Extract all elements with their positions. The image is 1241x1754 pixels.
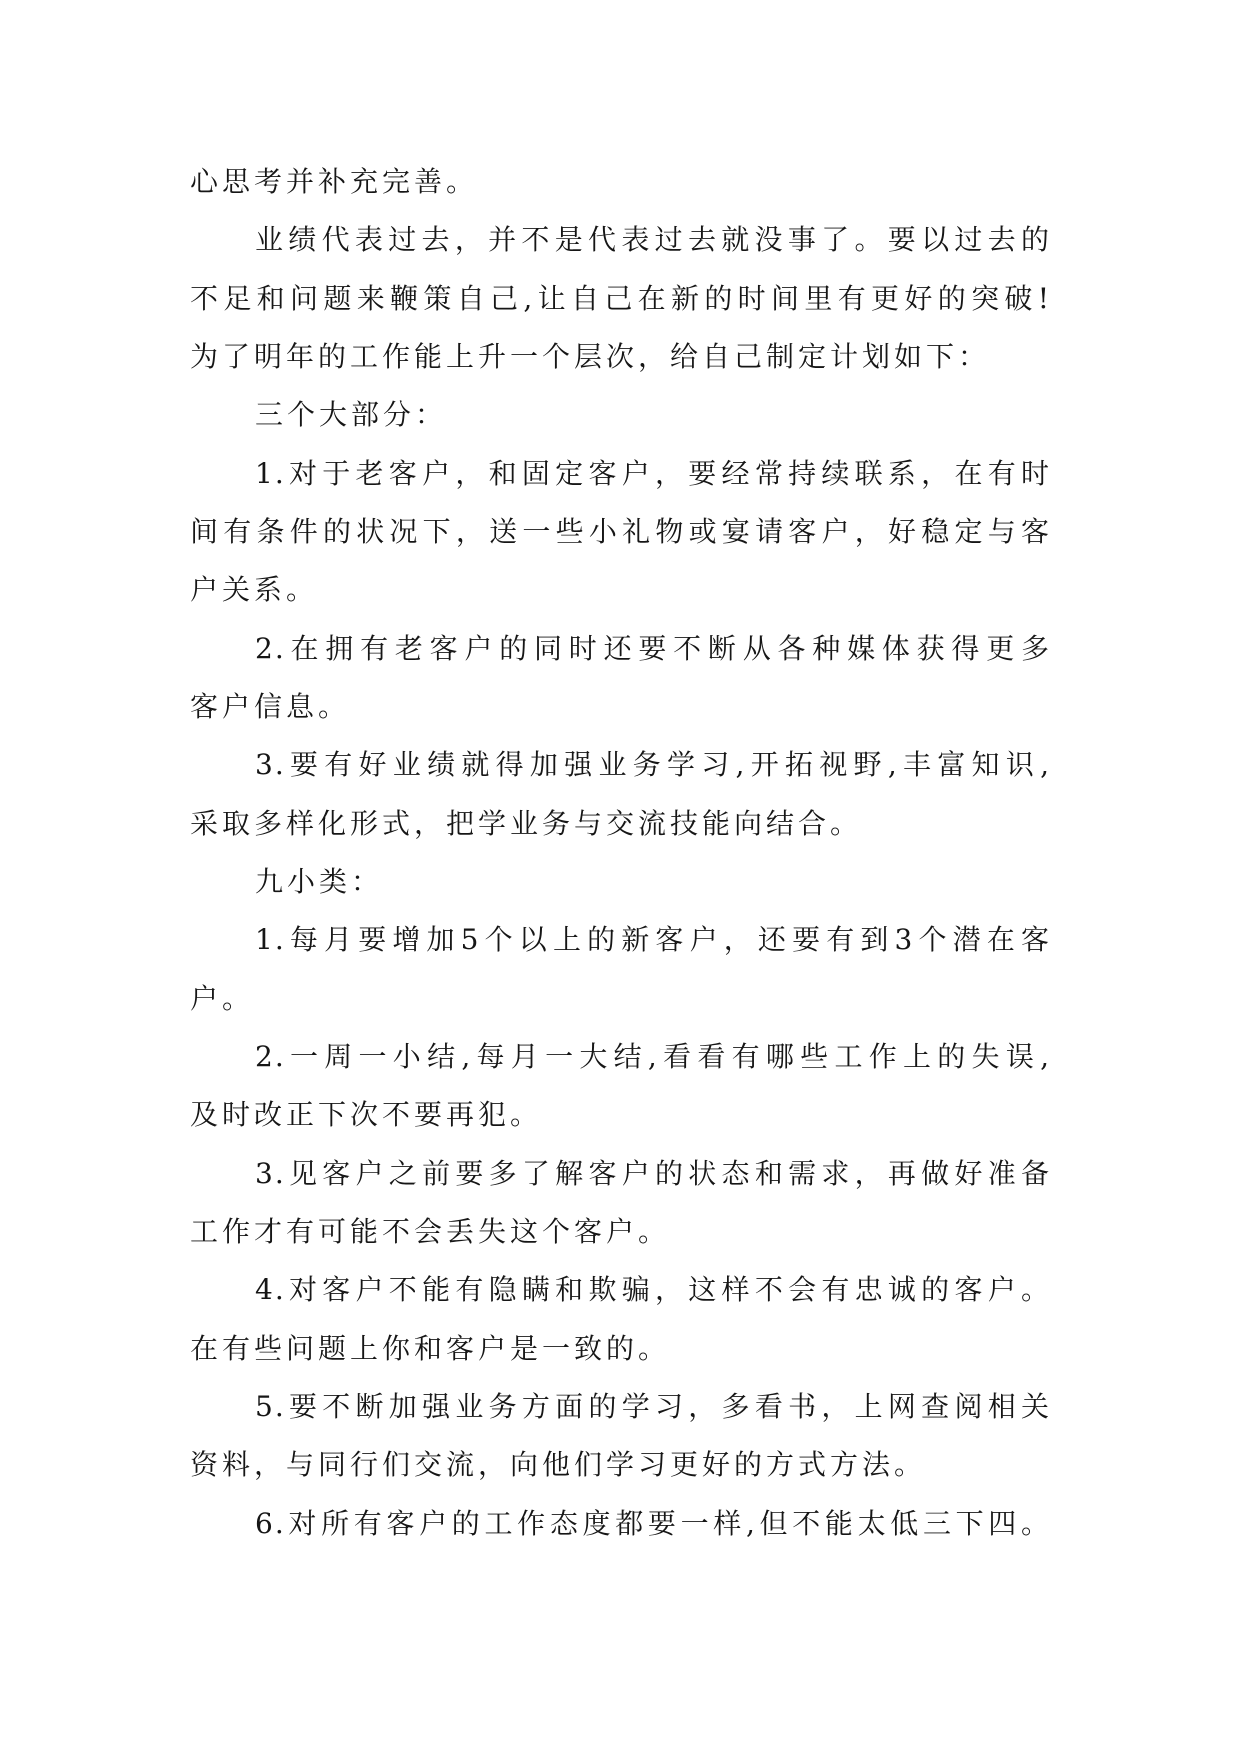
paragraph bbox=[190, 153, 1051, 211]
section-heading bbox=[190, 386, 1051, 444]
text-line: 业绩代表过去，并不是代表过去就没事了。要以过去的 bbox=[255, 223, 1051, 257]
text-line: 1.每月要增加5个以上的新客户，还要有到3个潜在客 bbox=[255, 923, 1051, 957]
text-line: 2.一周一小结,每月一大结,看看有哪些工作上的失误, bbox=[255, 1039, 1051, 1073]
text-line: 1.对于老客户，和固定客户，要经常持续联系，在有时 bbox=[255, 456, 1051, 490]
text-line: 3.要有好业绩就得加强业务学习,开拓视野,丰富知识, bbox=[255, 748, 1051, 782]
list-item bbox=[190, 1028, 1051, 1145]
list-item bbox=[190, 620, 1051, 737]
text-line: 采取多样化形式，把学业务与交流技能向结合。 bbox=[190, 806, 863, 840]
list-item bbox=[190, 1145, 1051, 1262]
text-line: 不足和问题来鞭策自己,让自己在新的时间里有更好的突破! bbox=[190, 281, 1051, 315]
text-line: 间有条件的状况下，送一些小礼物或宴请客户，好稳定与客 bbox=[190, 514, 1051, 548]
list-item bbox=[190, 1261, 1051, 1378]
text-line: 2.在拥有老客户的同时还要不断从各种媒体获得更多 bbox=[255, 631, 1051, 665]
list-item bbox=[190, 1495, 1051, 1553]
text-line: 及时改正下次不要再犯。 bbox=[190, 1098, 543, 1132]
paragraph bbox=[190, 211, 1051, 386]
text-line: 在有些问题上你和客户是一致的。 bbox=[190, 1331, 671, 1365]
text-line: 资料，与同行们交流，向他们学习更好的方式方法。 bbox=[190, 1448, 927, 1482]
text-line: 工作才有可能不会丢失这个客户。 bbox=[190, 1214, 671, 1248]
text-line: 4.对客户不能有隐瞒和欺骗，这样不会有忠诚的客户。 bbox=[255, 1273, 1051, 1307]
text-line: 九小类： bbox=[255, 864, 384, 898]
text-line: 6.对所有客户的工作态度都要一样,但不能太低三下四。 bbox=[255, 1506, 1051, 1540]
text-line: 3.见客户之前要多了解客户的状态和需求，再做好准备 bbox=[255, 1156, 1051, 1190]
section-heading bbox=[190, 853, 1051, 911]
text-line: 三个大部分： bbox=[255, 398, 448, 432]
list-item bbox=[190, 736, 1051, 853]
text-line: 心思考并补充完善。 bbox=[190, 165, 479, 198]
list-item bbox=[190, 911, 1051, 1028]
document-page bbox=[190, 153, 1051, 1553]
text-line: 客户信息。 bbox=[190, 689, 351, 723]
list-item bbox=[190, 445, 1051, 620]
list-item bbox=[190, 1378, 1051, 1495]
text-line: 为了明年的工作能上升一个层次，给自己制定计划如下： bbox=[190, 339, 991, 373]
text-line: 5.要不断加强业务方面的学习，多看书，上网查阅相关 bbox=[255, 1389, 1051, 1423]
text-line: 户。 bbox=[190, 981, 255, 1015]
text-line: 户关系。 bbox=[190, 573, 319, 607]
